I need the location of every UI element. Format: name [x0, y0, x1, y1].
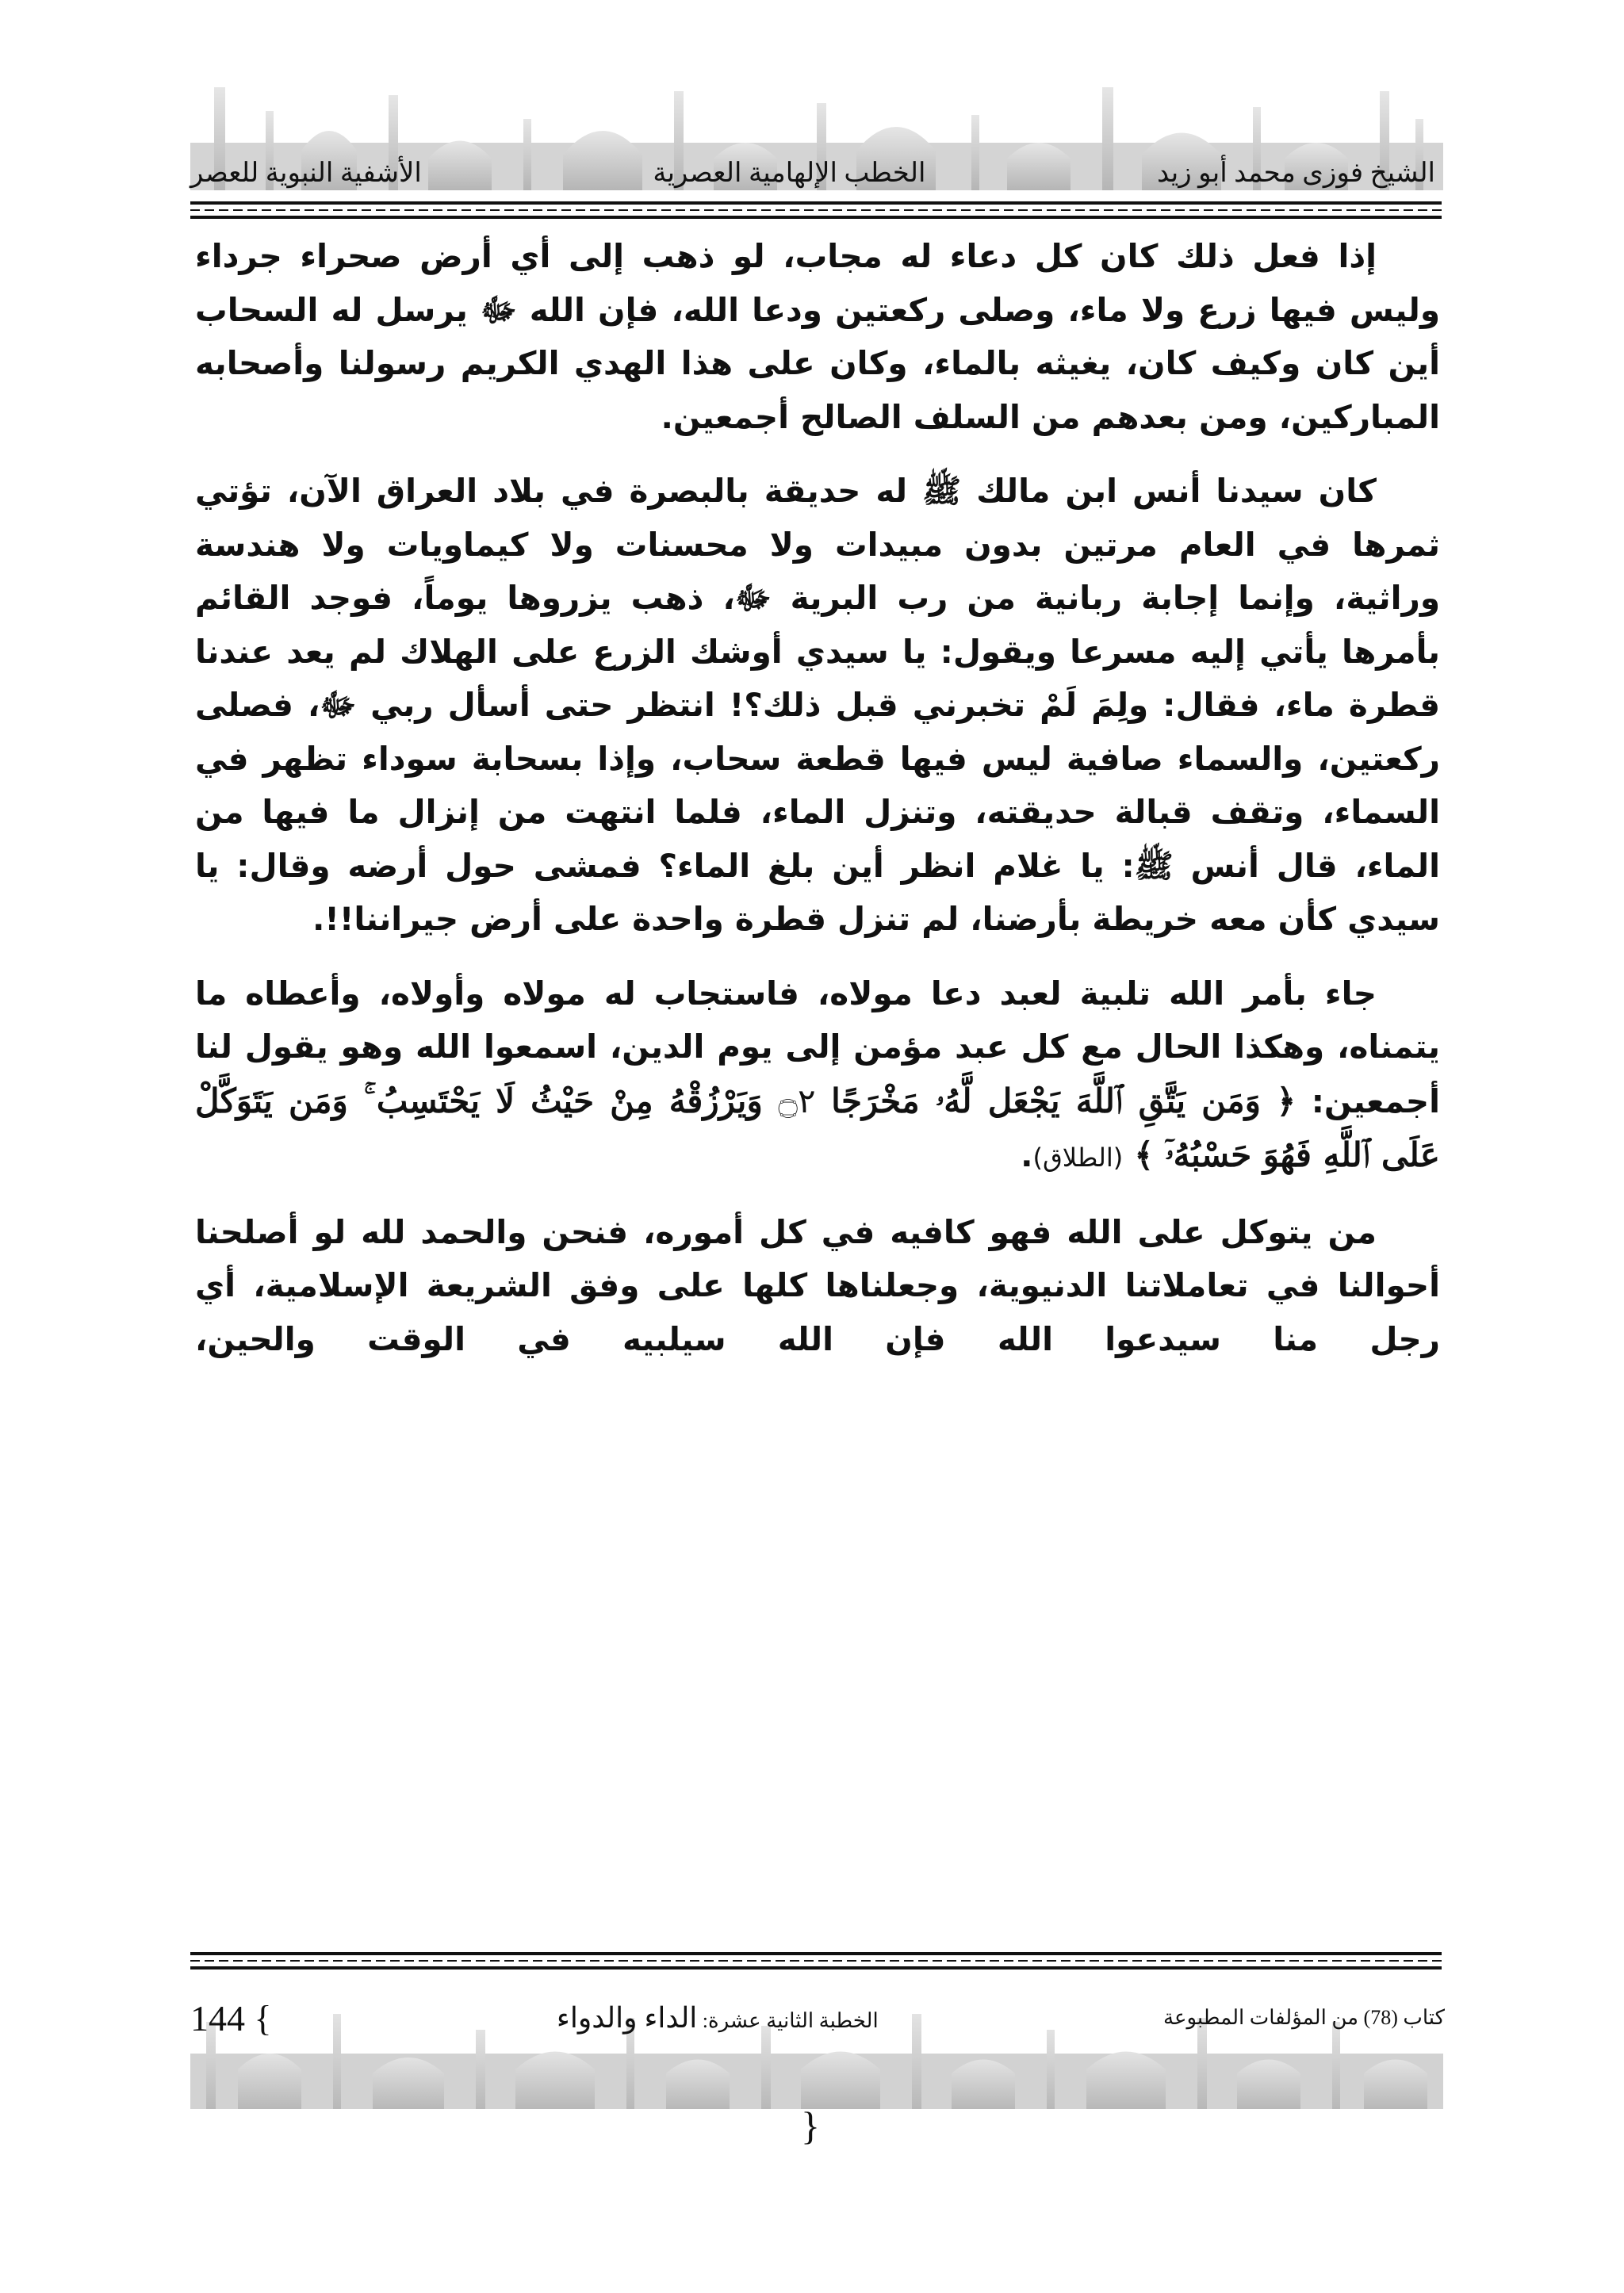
surah-reference: (الطلاق): [1032, 1143, 1124, 1173]
paragraph-2: كان سيدنا أنس ابن مالك ﷺ له حديقة بالبصرة في بلاد العراق الآن، تؤتي ثمرها في العام مرتين بدون مبيدات ولا محسنات ولا كيماويات ولا هندسة وراثية، وإنما إجابة ربانية من رب البرية ﷻ، ذهب يزروها يوماً، فوجد القائم بأمرها يأتي إليه مسرعا ويقول: يا سيدي أوشك الزرع على الهلاك لم يعد عندنا قطرة ماء، فقال: ولِمَ لَمْ تخبرني قبل ذلك؟! انتظر حتى أسأل ربي ﷻ، فصلى ركعتين، والسماء صافية ليس فيها قطعة سحاب، وإذا بسحابة سوداء تظهر في السماء، وتقف قبالة حديقته، وتنزل الماء، فلما انتهت من إنزال ما فيها من الماء، قال أنس ﷺ: يا غلام انظر أين بلغ الماء؟ فمشى حول أرضه وقال: يا سيدي كأن معه خريطة بأرضنا، لم تنزل قطرة واحدة على أرض جيراننا!!.: [195, 472, 1440, 938]
footer-books-count: كتاب (78) من المؤلفات المطبوعة: [1163, 2006, 1445, 2029]
running-footer: [190, 1994, 1445, 2042]
quran-open-bracket: ﴿: [1276, 1081, 1297, 1120]
quran-end-dot: .: [1021, 1136, 1033, 1174]
quran-close-bracket: ﴾: [1134, 1135, 1154, 1174]
verse-number-icon: ۝٢: [778, 1081, 816, 1120]
header-author: الشيخ فوزى محمد أبو زيد: [1156, 159, 1435, 188]
paragraph-1: إذا فعل ذلك كان كل دعاء له مجاب، لو ذهب إلى أي أرض صحراء جرداء وليس فيها زرع ولا ماء، وصلى ركعتين ودعا الله، فإن الله ﷻ يرسل له السحاب أين كان وكيف كان، يغيثه بالماء، وكان على هذا الهدي الكريم رسولنا وأصحابه المباركين، ومن بعدهم من السلف الصالح أجمعين.: [195, 237, 1440, 436]
header-series: الخطب الإلهامية العصرية: [653, 159, 926, 188]
footer-khutba-topic: الداء والدواء: [556, 2002, 698, 2034]
header-divider: [190, 201, 1442, 219]
paragraph-quran: [195, 967, 1440, 1185]
closing-brace: {: [801, 2104, 820, 2148]
quran-lead-text: جاء بأمر الله تلبية لعبد دعا مولاه، فاستجاب له مولاه وأولاه، وأعطاه ما يتمناه، وهكذا الحال مع كل عبد مؤمن إلى يوم الدين، اسمعوا الله وهو يقول لنا أجمعين:: [195, 974, 1440, 1120]
footer-khutba-title: [557, 2001, 879, 2035]
page-number: 144 {: [190, 1997, 272, 2038]
page-body: [195, 230, 1440, 1387]
header-book-title: الأشفية النبوية للعصر: [190, 159, 422, 188]
quran-verse-part-1: وَمَن يَتَّقِ ٱللَّهَ يَجْعَل لَّهُۥ مَخْرَجًا: [831, 1081, 1261, 1120]
paragraph-3: من يتوكل على الله فهو كافيه في كل أموره، فنحن والحمد لله لو أصلحنا أحوالنا في تعاملاتنا الدنيوية، وجعلناها كلها على وفق الشريعة الإسلامية، أي رجل منا سيدعوا الله فإن الله سيلبيه في الوقت والحين،: [195, 1212, 1440, 1358]
footer-khutba-label: الخطبة الثانية عشرة:: [702, 2009, 879, 2032]
quran-verse-part-2: وَيَرْزُقْهُ مِنْ حَيْثُ لَا يَحْتَسِبُ ۚ وَمَن يَتَوَكَّلْ عَلَى ٱللَّهِ فَهُوَ حَسْبُهُۥٓ: [195, 1081, 1440, 1174]
running-header: [190, 151, 1435, 195]
